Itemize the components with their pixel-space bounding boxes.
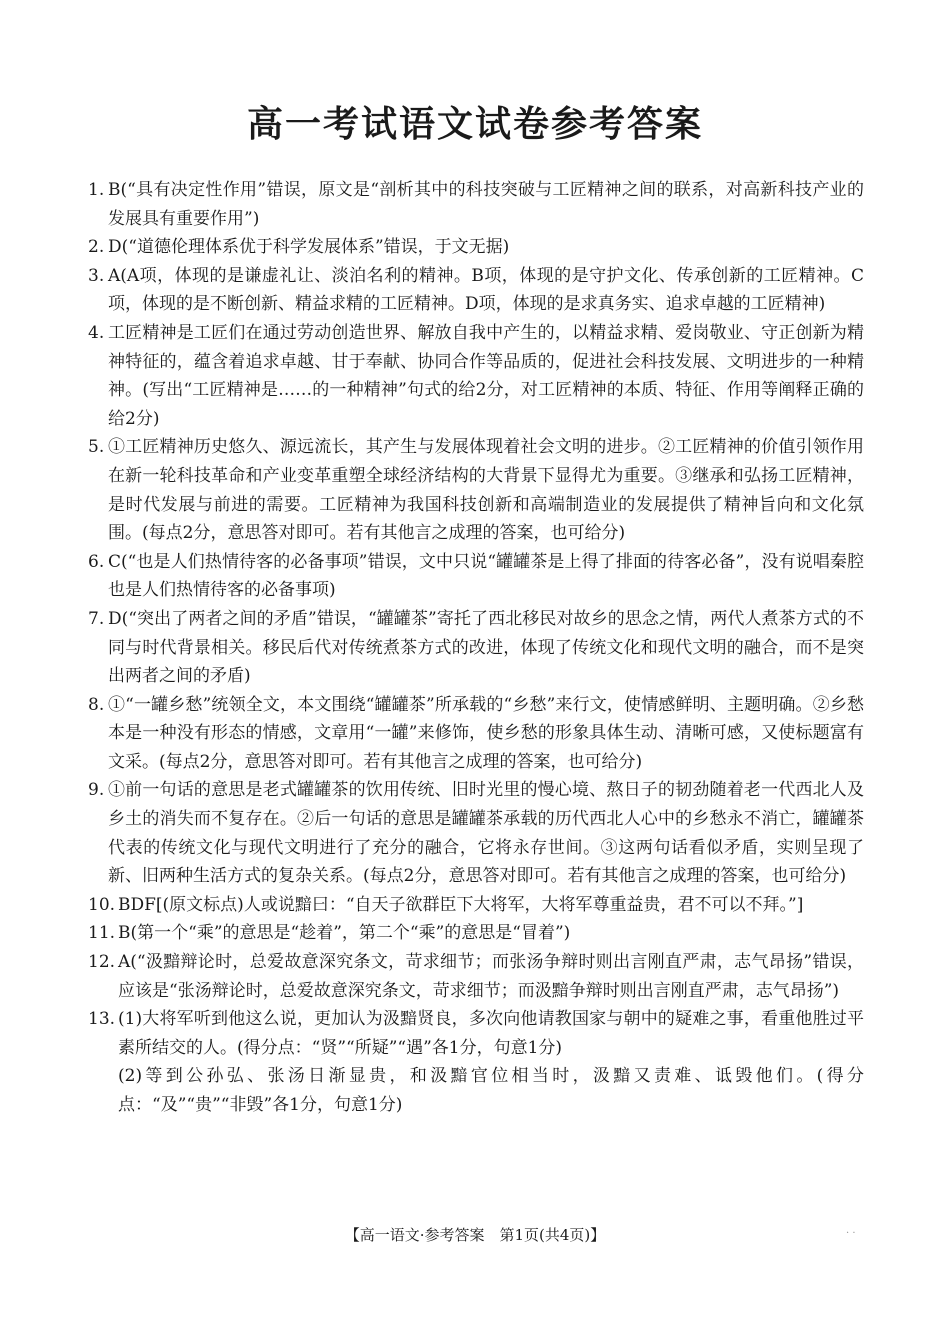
item-number: 3.: [88, 265, 105, 286]
item-text: D(“突出了两者之间的矛盾”错误，“罐罐茶”寄托了西北移民对故乡的思念之情，两代人煮茶方式的不同与时代背景相关。移民后代对传统煮茶方式的改进，体现了传统文化和现代文明的融合，而不是突出两者之间的矛盾): [108, 608, 864, 687]
answer-item-7: [88, 605, 864, 691]
item-text: A(A项，体现的是谦虚礼让、淡泊名利的精神。B项，体现的是守护文化、传承创新的工匠精神。C项，体现的是不断创新、精益求精的工匠精神。D项，体现的是求真务实、追求卓越的工匠精神): [108, 265, 864, 315]
corner-mark: · ·: [846, 1228, 856, 1239]
item-text: A(“汲黯辩论时，总爱故意深究条文，苛求细节；而张汤争辩时则出言刚直严肃，志气昂扬”错误，应该是“张汤辩论时，总爱故意深究条文，苛求细节；而汲黯争辩时则出言刚直严肃，志气昂扬”): [118, 952, 864, 1001]
item-number: 10.: [88, 894, 116, 915]
page-footer: 【高一语文·参考答案 第1页(共4页)】: [344, 1226, 606, 1244]
answer-item-4: [88, 319, 864, 433]
answer-item-1: [88, 176, 864, 233]
item-number: 12.: [88, 952, 116, 973]
answer-item-9: [88, 776, 864, 890]
answer-item-8: [88, 691, 864, 777]
item-text: B(“具有决定性作用”错误，原文是“剖析其中的科技突破与工匠精神之间的联系，对高新科技产业的发展具有重要作用”): [108, 180, 864, 229]
answer-item-12: [88, 948, 864, 1005]
item-number: 7.: [88, 608, 105, 629]
answer-item-2: [88, 233, 864, 262]
item-number: 6.: [88, 551, 105, 572]
answer-item-11: [88, 919, 864, 948]
item-text: ①“一罐乡愁”统领全文，本文围绕“罐罐茶”所承载的“乡愁”来行文，使情感鲜明、主题明确。②乡愁本是一种没有形态的情感，文章用“一罐”来修饰，使乡愁的形象具体生动、清晰可感，又使标题富有文采。(每点2分，意思答对即可。若有其他言之成理的答案，也可给分): [108, 694, 864, 772]
page-title: 高一考试语文试卷参考答案: [246, 104, 703, 145]
item-number: 1.: [88, 180, 105, 200]
item-number: 5.: [88, 437, 105, 458]
item-number: 4.: [88, 322, 105, 343]
item-text: D(“道德伦理体系优于科学发展体系”错误，于文无据): [108, 237, 510, 258]
item-text: B(第一个“乘”的意思是“趁着”，第二个“乘”的意思是“冒着”): [118, 923, 571, 944]
item-number: 11.: [88, 923, 116, 944]
item-number: 2.: [88, 237, 105, 258]
answer-list: [88, 176, 864, 1120]
item-text: C(“也是人们热情待客的必备事项”错误，文中只说“罐罐茶是上得了排面的待客必备”，没有说唱秦腔也是人们热情待客的必备事项): [108, 551, 864, 601]
answer-item-10: [88, 891, 864, 920]
item-text: ①工匠精神历史悠久、源远流长，其产生与发展体现着社会文明的进步。②工匠精神的价值引领作用在新一轮科技革命和产业变革重塑全球经济结构的大背景下显得尤为重要。③继承和弘扬工匠精神，是时代发展与前进的需要。工匠精神为我国科技创新和高端制造业的发展提供了精神旨向和文化氛围。(每点2分，意思答对即可。若有其他言之成理的答案，也可给分): [108, 437, 864, 544]
item-text: ①前一句话的意思是老式罐罐茶的饮用传统、旧时光里的慢心境、熬日子的韧劲随着老一代西北人及乡土的消失而不复存在。②后一句话的意思是罐罐茶承载的历代西北人心中的乡愁永不消亡，罐罐茶代表的传统文化与现代文明进行了充分的融合，它将永存世间。③这两句话看似矛盾，实则呈现了新、旧两种生活方式的复杂关系。(每点2分，意思答对即可。若有其他言之成理的答案，也可给分): [108, 780, 864, 887]
item-text: 工匠精神是工匠们在通过劳动创造世界、解放自我中产生的，以精益求精、爱岗敬业、守正创新为精神特征的，蕴含着追求卓越、甘于奉献、协同合作等品质的，促进社会科技发展、文明进步的一种精神。(写出“工匠精神是……的一种精神”句式的给2分，对工匠精神的本质、特征、作用等阐释正确的给2分): [108, 322, 864, 429]
answer-item-13: [88, 1005, 864, 1119]
answer-item-6: [88, 548, 864, 605]
item-text-part-2: (2)等到公孙弘、张汤日渐显贵，和汲黯官位相当时，汲黯又责难、诋毁他们。(得分点：“及”“贵”“非毁”各1分，句意1分): [118, 1066, 864, 1115]
item-number: 9.: [88, 780, 105, 801]
item-text-part-1: (1)大将军听到他这么说，更加认为汲黯贤良，多次向他请教国家与朝中的疑难之事，看重他胜过平素所结交的人。(得分点：“贤”“所疑”“遇”各1分，句意1分): [118, 1009, 864, 1058]
item-text: BDF[(原文标点)人或说黯曰：“自天子欲群臣下大将军，大将军尊重益贵，君不可以不拜。”]: [118, 894, 804, 915]
item-number: 8.: [88, 694, 105, 715]
answer-item-5: [88, 433, 864, 547]
item-number: 13.: [88, 1009, 116, 1030]
answer-item-3: [88, 262, 864, 319]
